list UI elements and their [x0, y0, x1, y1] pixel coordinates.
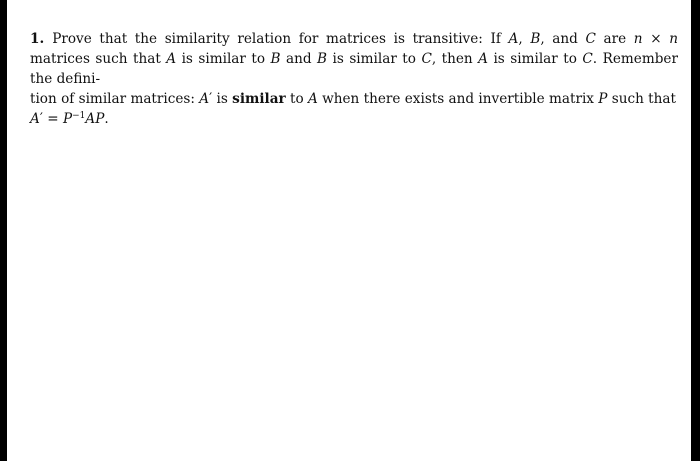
problem-1 — [30, 29, 678, 129]
problem-text: Prove that the similarity relation for matrices is transitive: If A, B, and C are n × n matrices such that A is similar to B and B is similar to C, then A is similar to C. Remember the defini- tion of similar matrices: A′ is similar to A when there exists and invertible matrix P such that $A' = P^{-1}AP$. — [30, 31, 678, 127]
problem-number: 1. — [30, 31, 45, 47]
document-page — [7, 0, 691, 461]
